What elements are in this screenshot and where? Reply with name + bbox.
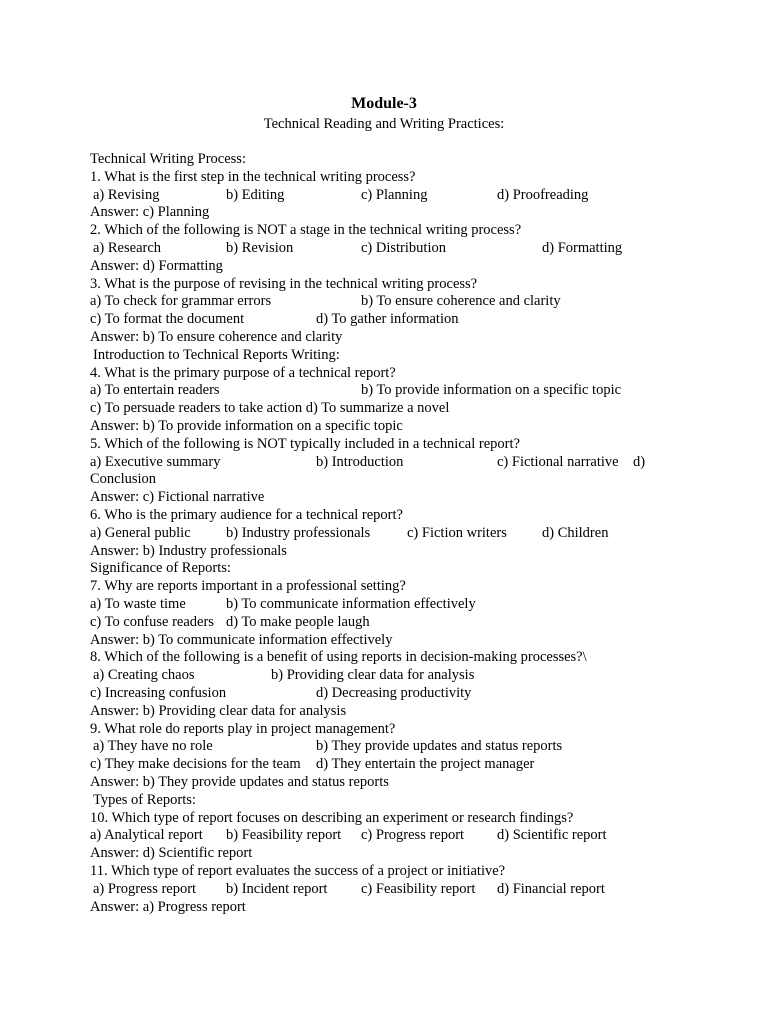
text-segment: Conclusion <box>90 471 157 488</box>
text-line <box>90 239 690 257</box>
text-segment: 7. Why are reports important in a professional setting? <box>90 578 406 595</box>
text-segment: c) Distribution <box>361 240 446 256</box>
text-segment: d) Children <box>542 524 609 541</box>
text-line <box>90 453 690 471</box>
text-line <box>90 470 690 488</box>
text-line <box>90 488 690 506</box>
text-segment: 9. What role do reports play in project management? <box>90 720 396 737</box>
text-segment: a) To check for grammar errors <box>90 293 272 310</box>
text-line <box>90 595 690 613</box>
text-line <box>90 844 690 862</box>
text-line <box>90 702 690 720</box>
text-segment: a) Creating chaos <box>93 667 195 684</box>
text-segment: Significance of Reports: <box>90 560 231 577</box>
text-line <box>90 292 690 310</box>
text-segment: b) Editing <box>226 186 285 203</box>
text-segment: b) Incident report <box>226 880 328 897</box>
text-segment: b) Introduction <box>316 453 404 470</box>
text-segment: c) Feasibility report <box>361 880 476 897</box>
text-line <box>90 755 690 773</box>
text-segment: c) They make decisions for the team <box>90 756 301 773</box>
text-segment: 4. What is the primary purpose of a technical report? <box>90 364 396 381</box>
text-line <box>90 666 690 684</box>
text-segment: 5. Which of the following is NOT typically included in a technical report? <box>90 435 520 452</box>
text-line <box>90 720 690 738</box>
text-segment: d) Financial report <box>497 880 605 897</box>
text-segment: d) Scientific report <box>497 827 607 844</box>
text-segment: Answer: b) Industry professionals <box>90 542 287 559</box>
text-line <box>90 346 690 364</box>
text-line <box>90 542 690 560</box>
text-segment: a) They have no role <box>93 738 213 755</box>
text-segment: 1. What is the first step in the technical writing process? <box>90 168 416 185</box>
text-segment: d) Proofreading <box>497 186 589 203</box>
text-line <box>90 559 690 577</box>
text-segment: d) To gather information <box>316 311 459 328</box>
text-segment: d) <box>633 453 646 470</box>
text-line <box>90 328 690 346</box>
text-line <box>90 648 690 666</box>
text-segment: c) Progress report <box>361 827 465 844</box>
text-segment: Answer: c) Fictional narrative <box>90 489 265 506</box>
text-line <box>90 880 690 898</box>
text-segment: Answer: b) To communicate information effectively <box>90 631 393 648</box>
text-line <box>90 613 690 631</box>
text-segment: b) To ensure coherence and clarity <box>361 293 561 310</box>
text-segment: 3. What is the purpose of revising in the technical writing process? <box>90 275 478 292</box>
text-line <box>90 524 690 542</box>
text-line <box>90 381 690 399</box>
text-segment: 6. Who is the primary audience for a technical report? <box>90 507 403 523</box>
text-segment: c) Fictional narrative <box>497 453 619 470</box>
text-line <box>90 631 690 649</box>
text-line <box>90 737 690 755</box>
text-line <box>90 150 690 168</box>
text-line <box>90 399 690 417</box>
text-segment: b) To communicate information effectively <box>226 596 476 612</box>
text-segment: a) Executive summary <box>90 453 221 470</box>
text-segment: d) To make people laugh <box>226 613 370 630</box>
text-line <box>90 684 690 702</box>
text-segment: d) They entertain the project manager <box>316 756 535 773</box>
text-line <box>90 577 690 595</box>
text-segment: c) To persuade readers to take action d) To summarize a novel <box>90 400 450 417</box>
text-line <box>90 221 690 239</box>
text-segment: Introduction to Technical Reports Writing: <box>93 346 340 363</box>
text-segment: a) Research <box>93 240 162 256</box>
text-line <box>90 168 690 186</box>
text-segment: a) To entertain readers <box>90 382 220 399</box>
text-line <box>90 417 690 435</box>
text-line <box>90 203 690 221</box>
text-line <box>90 826 690 844</box>
text-segment: Types of Reports: <box>93 791 196 808</box>
text-segment: a) Progress report <box>93 880 197 897</box>
page-subtitle: Technical Reading and Writing Practices: <box>263 116 505 132</box>
text-segment: a) General public <box>90 524 191 541</box>
text-segment: b) They provide updates and status reports <box>316 738 563 755</box>
text-segment: b) Industry professionals <box>226 524 371 541</box>
text-segment: Answer: b) Providing clear data for analysis <box>90 702 347 719</box>
text-segment: 11. Which type of report evaluates the success of a project or initiative? <box>90 863 506 879</box>
text-segment: Answer: b) To provide information on a specific topic <box>90 418 403 434</box>
text-segment: Answer: c) Planning <box>90 204 210 221</box>
text-line <box>90 364 690 382</box>
text-segment: Answer: b) They provide updates and status reports <box>90 774 389 790</box>
text-segment: c) Increasing confusion <box>90 685 227 701</box>
text-segment: d) Formatting <box>542 240 623 256</box>
text-line <box>90 898 690 916</box>
text-segment: c) To confuse readers <box>90 613 214 630</box>
text-segment: Answer: a) Progress report <box>90 898 246 915</box>
text-line <box>90 257 690 275</box>
text-segment: a) Analytical report <box>90 827 203 844</box>
text-line <box>90 435 690 453</box>
text-segment: c) Fiction writers <box>407 524 507 541</box>
text-line <box>90 310 690 328</box>
text-segment: c) Planning <box>361 186 428 203</box>
text-segment: b) Revision <box>226 240 294 256</box>
text-segment: b) To provide information on a specific topic <box>361 382 622 399</box>
text-segment: Technical Writing Process: <box>90 151 246 167</box>
text-segment: b) Providing clear data for analysis <box>271 667 475 684</box>
text-segment: 10. Which type of report focuses on describing an experiment or research findings? <box>90 809 574 826</box>
text-segment: 8. Which of the following is a benefit of using reports in decision-making processes?\ <box>90 649 587 666</box>
text-segment: a) Revising <box>93 186 160 203</box>
text-line <box>90 791 690 809</box>
text-line <box>90 809 690 827</box>
text-line <box>90 186 690 204</box>
text-segment: Answer: d) Formatting <box>90 257 223 274</box>
text-line <box>90 506 690 524</box>
text-segment: 2. Which of the following is NOT a stage in the technical writing process? <box>90 222 522 239</box>
text-line <box>90 773 690 791</box>
text-segment: b) Feasibility report <box>226 827 342 844</box>
text-segment: Answer: d) Scientific report <box>90 845 253 862</box>
text-line <box>90 275 690 293</box>
page-title: Module-3 <box>351 95 417 112</box>
text-segment: Answer: b) To ensure coherence and clarity <box>90 329 343 345</box>
text-segment: c) To format the document <box>90 311 245 328</box>
text-line <box>90 862 690 880</box>
text-segment: a) To waste time <box>90 596 186 612</box>
text-segment: d) Decreasing productivity <box>316 685 472 701</box>
